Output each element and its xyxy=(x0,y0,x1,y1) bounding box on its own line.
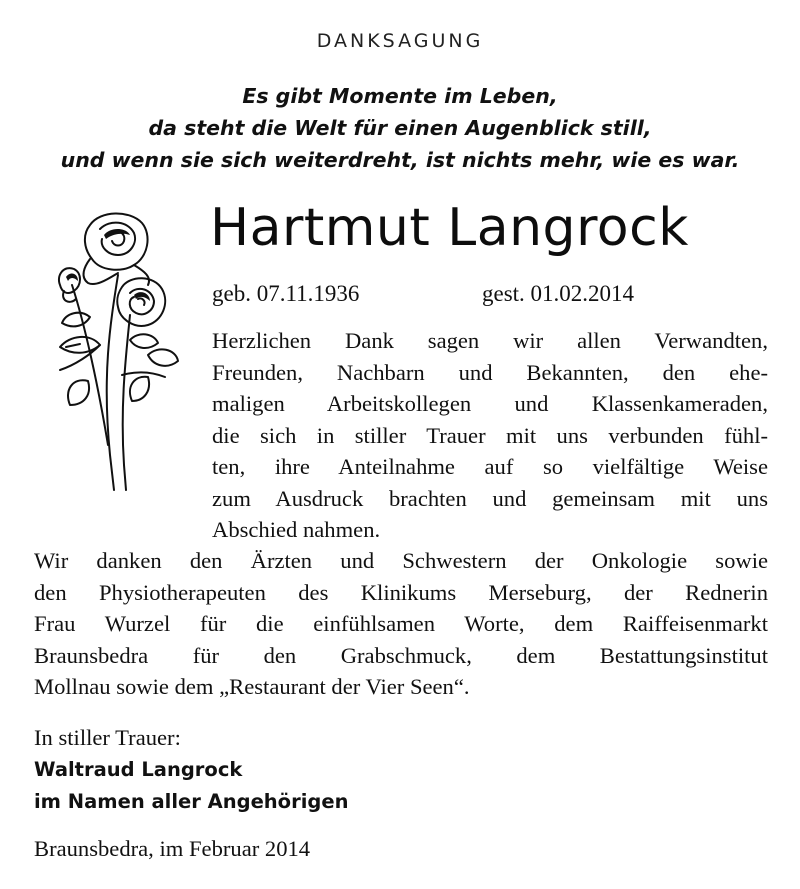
quote-line: Es gibt Momente im Leben, xyxy=(242,84,558,108)
text-line: Abschied nahmen. xyxy=(212,517,381,542)
text-line: Herzlichen Dank sagen wir allen Verwandten, xyxy=(212,328,768,353)
text-line: Wir danken den Ärzten und Schwestern der Onkologie sowie xyxy=(34,548,768,573)
notice-heading: DANKSAGUNG xyxy=(316,30,484,52)
text-line: den Physiotherapeuten des Klinikums Merseburg, der Rednerin xyxy=(34,579,768,605)
text-line: Frau Wurzel für die einfühlsamen Worte, dem Raiffeisenmarkt xyxy=(34,611,768,636)
text-line: ten, ihre Anteilnahme auf so vielfältige Weise xyxy=(212,454,768,479)
mourning-intro: In stiller Trauer: xyxy=(34,725,181,750)
text-line: die sich in stiller Trauer mit uns verbunden fühl- xyxy=(212,422,768,448)
mourner-name: Waltraud Langrock xyxy=(34,758,243,781)
birth-date: geb. 07.11.1936 xyxy=(212,281,360,306)
quote-line: und wenn sie sich weiterdreht, ist nichts mehr, wie es war. xyxy=(60,148,740,172)
text-line: zum Ausdruck brachten und gemeinsam mit uns xyxy=(212,485,768,511)
text-line: Mollnau sowie dem „Restaurant der Vier Seen“. xyxy=(34,674,470,699)
quote xyxy=(0,80,800,176)
place-date: Braunsbedra, im Februar 2014 xyxy=(34,836,311,861)
mourner-group: im Namen aller Angehörigen xyxy=(34,790,349,813)
deceased-name: Hartmut Langrock xyxy=(210,198,689,258)
text-line: Braunsbedra für den Grabschmuck, dem Bestattungsinstitut xyxy=(34,642,768,668)
death-date: gest. 01.02.2014 xyxy=(482,281,635,306)
rose-illustration xyxy=(30,205,180,495)
text-line: maligen Arbeitskollegen und Klassenkameraden, xyxy=(212,391,768,416)
signoff xyxy=(34,722,348,818)
acknowledgement-paragraph xyxy=(34,545,768,703)
thanks-paragraph xyxy=(212,325,768,546)
quote-line: da steht die Welt für einen Augenblick still, xyxy=(148,116,652,140)
life-dates xyxy=(212,281,635,307)
text-line: Freunden, Nachbarn und Bekannten, den ehe- xyxy=(212,359,768,385)
